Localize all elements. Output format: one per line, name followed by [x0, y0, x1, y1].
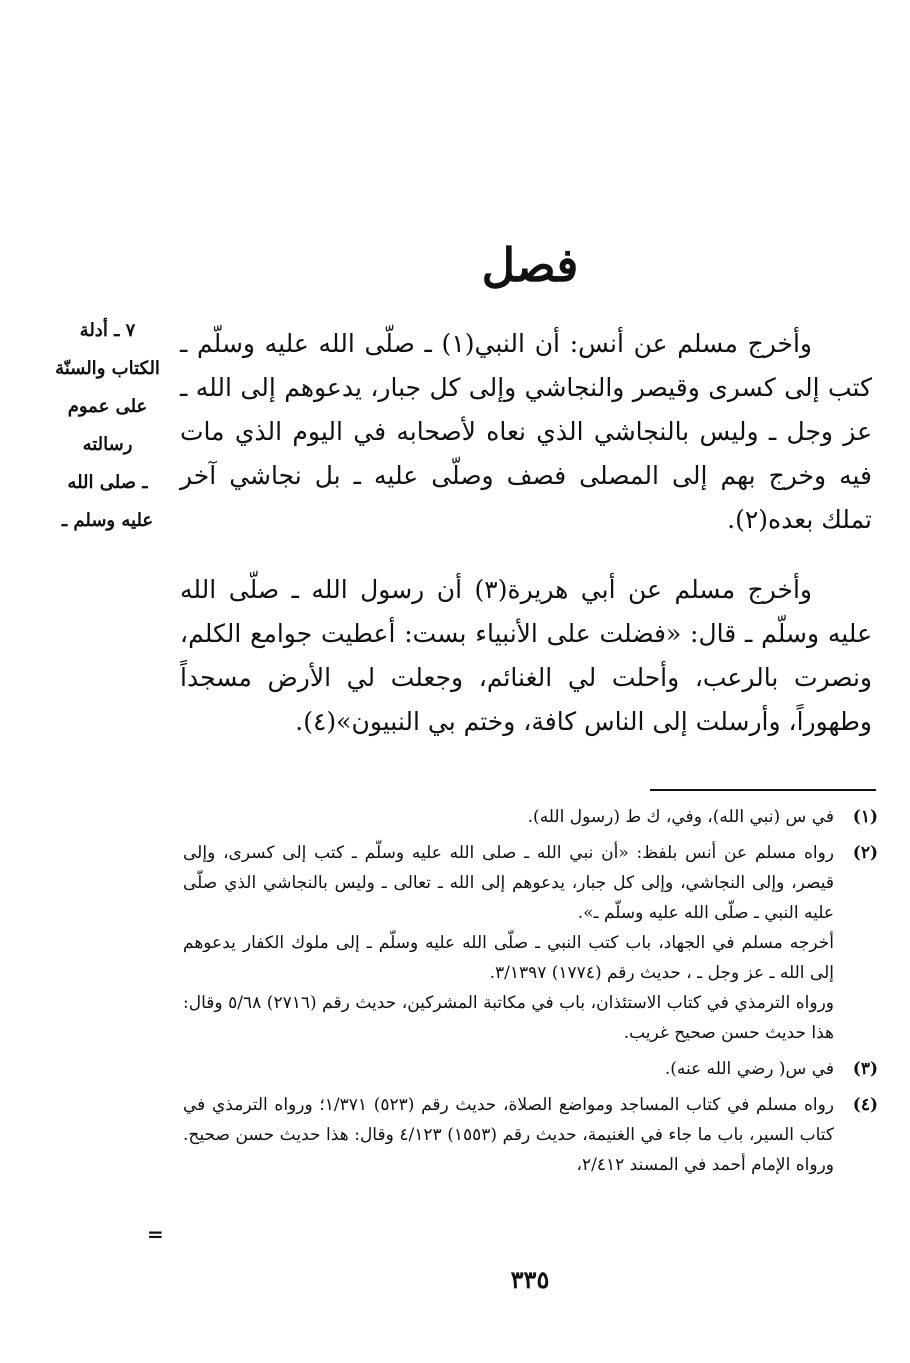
footnote-number: (٢)	[852, 843, 878, 863]
footnote-number: (٤)	[852, 1095, 878, 1115]
margin-note-line: الكتاب والسنّة	[55, 358, 160, 379]
footnote-line: في س (نبي الله)، وفي، ك ط (رسول الله).	[527, 807, 834, 827]
footnote-line: أخرجه مسلم في الجهاد، باب كتب النبي ـ صلّى الله عليه وسلّم ـ إلى ملوك الكفار يدعوهم إلى الله ـ عز وجل ـ ، حديث رقم (١٧٧٤) ٣/١٣٩٧.	[183, 933, 834, 983]
footnote	[183, 838, 878, 1048]
footnote-number: (٣)	[852, 1059, 878, 1079]
margin-note-line: ٧ ـ أدلة	[79, 320, 136, 341]
footnote	[183, 1054, 878, 1084]
footnote	[183, 1090, 878, 1180]
footnote-text	[183, 1090, 834, 1180]
footnote-text	[183, 1054, 834, 1084]
continuation-mark: =	[147, 1222, 164, 1246]
chapter-heading: فصل	[481, 238, 579, 292]
body-paragraph: وأخرج مسلم عن أنس: أن النبي(١) ـ صلّى الله عليه وسلّم ـ كتب إلى كسرى وقيصر والنجاشي وإلى كل جبار، يدعوهم إلى الله ـ عز وجل ـ وليس بالنجاشي الذي نعاه لأصحابه في اليوم الذي مات فيه وخرج بهم إلى المصلى فصف وصلّى عليه ـ بل نجاشي آخر تملك بعده(٢).	[180, 329, 872, 534]
page-number: ٣٣٥	[510, 1265, 550, 1294]
main-text	[180, 322, 872, 770]
footnote	[183, 802, 878, 832]
footnote-text	[183, 802, 834, 832]
margin-note-line: على عموم	[67, 396, 148, 417]
margin-note-line: عليه وسلم ـ	[61, 510, 154, 531]
footnote-divider	[650, 789, 876, 791]
footnote-line: رواه مسلم عن أنس بلفظ: «أن نبي الله ـ صلى الله عليه وسلّم ـ كتب إلى كسرى، وإلى قيصر، وإلى النجاشي، وإلى كل جبار، يدعوهم إلى الله ـ تعالى ـ وليس بالنجاشي الذي صلّى عليه النبي ـ صلّى الله عليه وسلّم ـ».	[183, 843, 834, 923]
footnotes	[183, 802, 878, 1186]
footnote-text	[183, 838, 834, 1048]
footnote-line: في س( رضي الله عنه).	[664, 1059, 834, 1079]
footnote-line: رواه مسلم في كتاب المساجد ومواضع الصلاة، حديث رقم (٥٢٣) ١/٣٧١؛ ورواه الترمذي في كتاب السير، باب ما جاء في الغنيمة، حديث رقم (١٥٥٣) ٤/١٢٣ وقال: هذا حديث حسن صحيح. ورواه الإمام أحمد في المسند ٢/٤١٢،	[183, 1095, 835, 1175]
margin-note	[40, 312, 175, 540]
margin-note-line: رسالته	[82, 434, 133, 455]
body-paragraph: وأخرج مسلم عن أبي هريرة(٣) أن رسول الله ـ صلّى الله عليه وسلّم ـ قال: «فضلت على الأنبياء بست: أعطيت جوامع الكلم، ونصرت بالرعب، وأحلت لي الغنائم، وجعلت لي الأرض مسجداً وطهوراً، وأرسلت إلى الناس كافة، وختم بي النبيون»(٤).	[180, 575, 872, 736]
footnote-line: ورواه الترمذي في كتاب الاستئذان، باب في مكاتبة المشركين، حديث رقم (٢٧١٦) ٥/٦٨ وقال: هذا حديث حسن صحيح غريب.	[183, 993, 835, 1043]
margin-note-line: ـ صلى الله	[67, 472, 148, 493]
footnote-number: (١)	[852, 807, 878, 827]
